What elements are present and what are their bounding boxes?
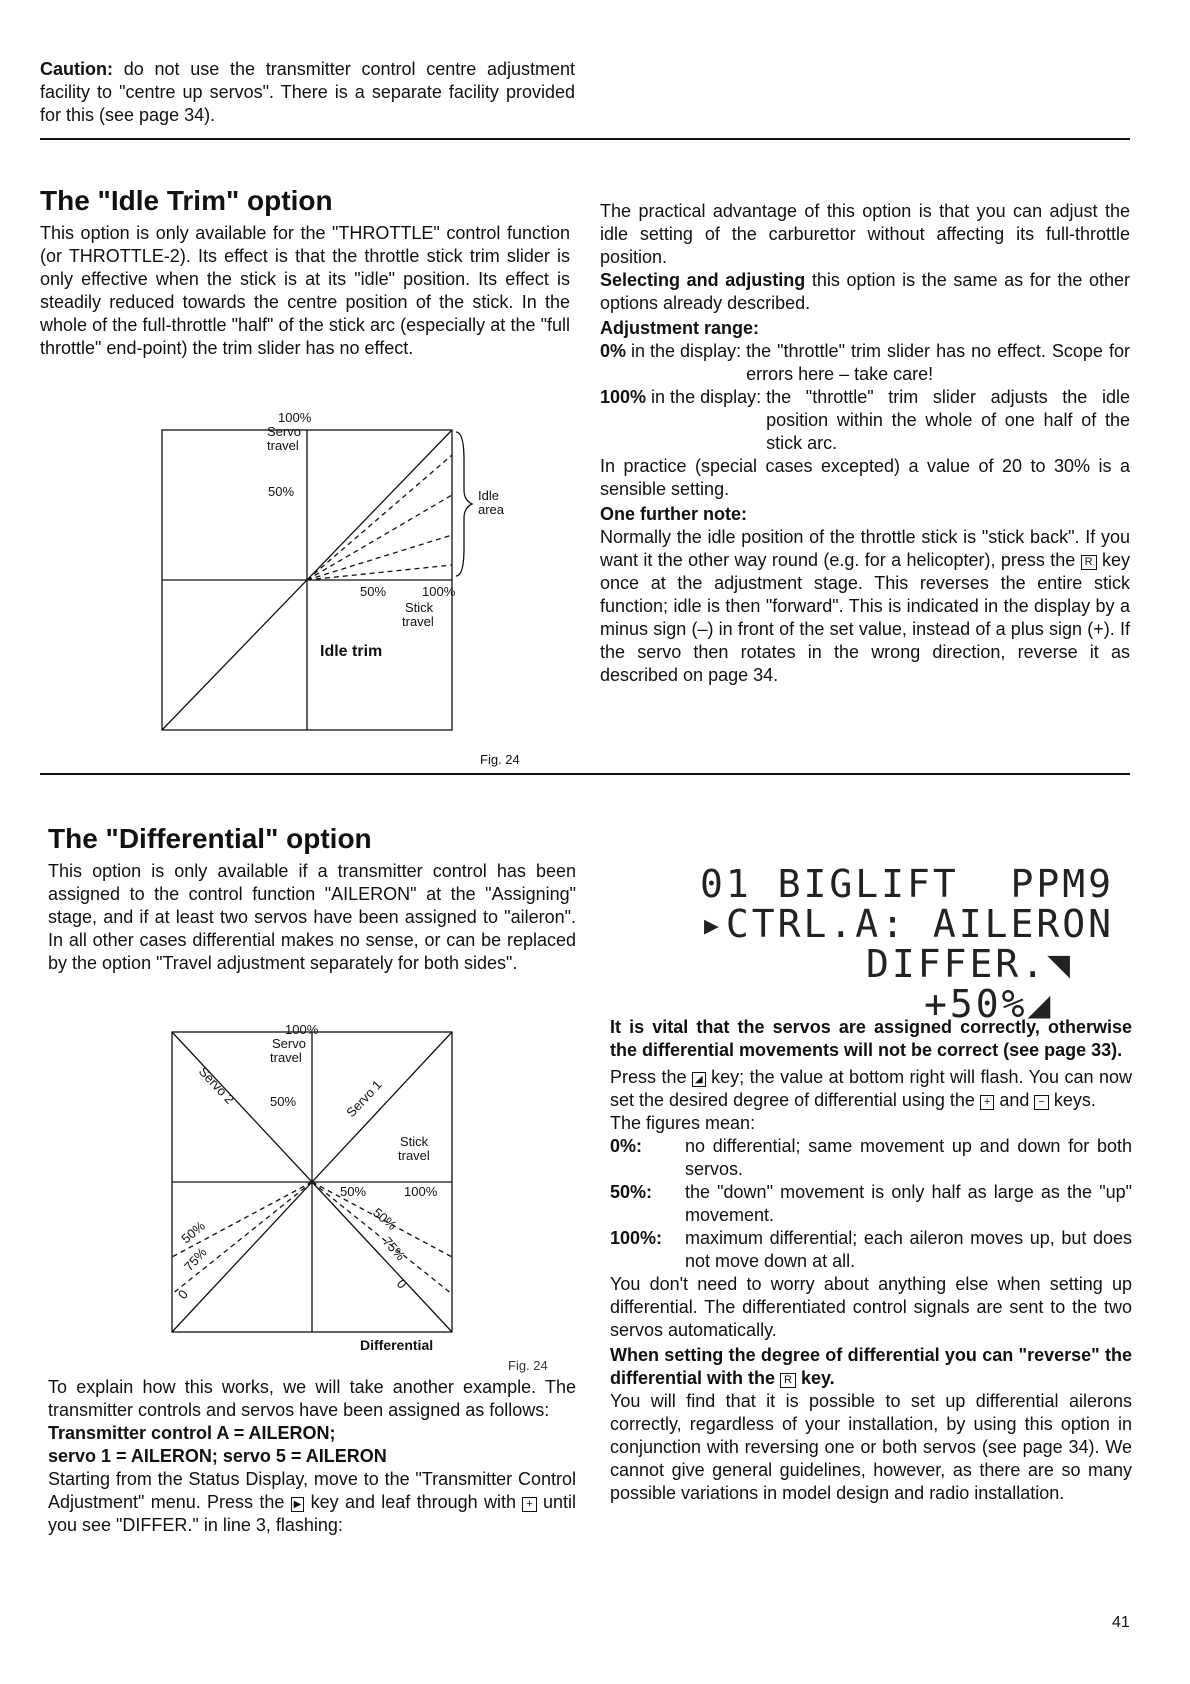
plus-key-icon: + [522, 1497, 536, 1512]
reverse-key-icon: R [1081, 555, 1097, 570]
adj-100-text: the "throttle" trim slider adjusts the idle position within the whole of one half of the stick arc. [766, 387, 1130, 453]
diff-fig-servo: Servo [272, 1036, 306, 1051]
idle-trim-line-2 [307, 495, 452, 580]
idle-fig-name: Idle trim [320, 643, 383, 660]
lcd-line-1: 01 BIGLIFT PPM9 [700, 862, 1115, 906]
idle-fig-servo: Servo [267, 424, 301, 439]
no-worry-text: You don't need to worry about anything else when setting up differential. The differentiated control signals are sent to the two servos automatically. [610, 1274, 1132, 1340]
idle-trim-title: The "Idle Trim" option [40, 185, 333, 216]
diff-left-50 [172, 1182, 312, 1257]
page-number: 41 [1112, 1614, 1130, 1631]
reverse-key-icon: R [780, 1373, 796, 1388]
adj-100-prefix: in the display: [646, 387, 767, 407]
assignment-line-2: servo 1 = AILERON; servo 5 = AILERON [48, 1446, 387, 1466]
adj-0-prefix: in the display: [626, 341, 747, 361]
idle-fig-idle: Idle [478, 488, 499, 503]
enter-key-icon: ▶ [291, 1497, 305, 1512]
diff-fig-servo1: Servo 1 [343, 1077, 385, 1121]
differential-left-bottom [48, 1376, 576, 1537]
steps-text-1: Starting from the Status Display, move to the "Transmitter Control Adjustment" menu. Press the [48, 1469, 576, 1512]
idle-practice: In practice (special cases excepted) a value of 20 to 30% is a sensible setting. [600, 456, 1130, 499]
press-text-4: keys. [1048, 1090, 1096, 1110]
press-text-1: Press the [610, 1067, 692, 1087]
idle-fig-stick: Stick [405, 600, 434, 615]
adj-0-label: 0% [600, 341, 627, 361]
adjustment-range-heading: Adjustment range: [600, 318, 760, 338]
differential-title: The "Differential" option [48, 823, 372, 854]
meaning-50-label: 50%: [610, 1182, 653, 1202]
idle-trim-right-column [600, 200, 1130, 687]
diff-fig-100: 100% [285, 1022, 319, 1037]
idle-fig-caption: Fig. 24 [480, 752, 520, 767]
adj-0-text: the "throttle" trim slider has no effect. Scope for errors here – take care! [746, 341, 1130, 384]
diff-fig-r0: 0 [393, 1276, 410, 1292]
diff-fig-stick: Stick [400, 1134, 429, 1149]
diff-fig-servo2: Servo 2 [195, 1063, 238, 1107]
further-note-heading: One further note: [600, 504, 747, 524]
lcd-line-3: DIFFER.◥ [866, 942, 1074, 986]
plus-key-icon: + [980, 1095, 994, 1110]
further-note-text-1: Normally the idle position of the throttle stick is "stick back". If you want it the other way round (e.g. for a helicopter), press the [600, 527, 1130, 570]
meaning-100-label: 100%: [610, 1228, 663, 1248]
differential-explain: To explain how this works, we will take another example. The transmitter controls and servos have been assigned as follows: [48, 1377, 576, 1420]
idle-area-brace [456, 432, 472, 576]
idle-fig-x50: 50% [360, 584, 387, 599]
diff-fig-50: 50% [270, 1094, 297, 1109]
idle-fig-x100: 100% [422, 584, 456, 599]
vital-note: It is vital that the servos are assigned correctly, otherwise the differential movements will not be correct (see page 33). [610, 1017, 1132, 1060]
idle-trim-line-1 [307, 455, 452, 580]
diff-fig-x50: 50% [340, 1184, 367, 1199]
lcd-line-2: ▸CTRL.A: AILERON [700, 902, 1115, 946]
minus-key-icon: − [1034, 1095, 1048, 1110]
idle-selecting-label: Selecting and adjusting [600, 270, 806, 290]
diff-fig-caption: Fig. 24 [508, 1358, 548, 1373]
diff-fig-l75: 75% [181, 1244, 210, 1275]
caution-note [40, 58, 575, 127]
press-text-2: key; the value at bottom right will flash. You can now set the desired degree of differential using the [610, 1067, 1132, 1110]
assignment-line-1: Transmitter control A = AILERON; [48, 1423, 336, 1443]
meaning-0-text: no differential; same movement up and down for both servos. [685, 1136, 1132, 1179]
idle-fig-50: 50% [268, 484, 295, 499]
differential-figure [160, 1020, 580, 1360]
further-note-text-2: key once at the adjustment stage. This reverses the entire stick function; idle is then "forward". This is indicated in the display by a minus sign (–) in front of the set value, instead of a plus sign (+). If the servo then rotates in the wrong direction, reverse it as described on page 34. [600, 550, 1131, 685]
idle-selecting-text: this option is the same as for the other options already described. [600, 270, 1130, 313]
diff-fig-r50: 50% [370, 1204, 400, 1234]
select-key-icon: ◢ [692, 1072, 706, 1087]
divider [40, 773, 1130, 775]
diff-fig-x100: 100% [404, 1184, 438, 1199]
diff-fig-l50: 50% [178, 1218, 208, 1247]
adj-100-label: 100% [600, 387, 647, 407]
press-text-3: and [994, 1090, 1035, 1110]
idle-trim-intro: This option is only available for the "THROTTLE" control function (or THROTTLE-2). Its effect is that the throttle stick trim slider is only effective when the stick is at its "idle" position. Its effect is steadily reduced towards the centre position of the stick. In the whole of the full-throttle "half" of the stick arc (especially at the "full throttle" end-point) the trim slider has no effect. [40, 223, 570, 358]
meaning-0-label: 0%: [610, 1136, 643, 1156]
steps-text-2: key and leaf through with [304, 1492, 523, 1512]
diff-fig-r75: 75% [379, 1233, 409, 1264]
diff-fig-travel: travel [270, 1050, 302, 1065]
differential-right-column [610, 1016, 1132, 1505]
differential-intro: This option is only available if a transmitter control has been assigned to the control function "AILERON" at the "Assigning" stage, and if at least two servos have been assigned to "aileron". In all other cases differential makes no sense, or can be replaced by the option "Travel adjustment separately for both sides". [48, 861, 576, 973]
idle-fig-100: 100% [278, 410, 312, 425]
idle-fig-stick-travel: travel [402, 614, 434, 629]
meaning-50-text: the "down" movement is only half as large as the "up" movement. [685, 1182, 1132, 1225]
reverse-text-1: When setting the degree of differential you can "reverse" the differential with the [610, 1345, 1132, 1388]
divider [40, 138, 1130, 140]
caution-text: do not use the transmitter control centre adjustment facility to "centre up servos". There is a separate facility provided for this (see page 34). [40, 59, 575, 125]
diff-fig-l0: 0 [174, 1286, 191, 1302]
idle-trim-line-4 [307, 565, 452, 580]
idle-trim-figure [150, 400, 580, 770]
idle-fig-travel: travel [267, 438, 299, 453]
idle-advantage: The practical advantage of this option is that you can adjust the idle setting of the carburettor without affecting its full-throttle position. [600, 201, 1130, 267]
diff-fig-stick-travel: travel [398, 1148, 430, 1163]
steps-text-3: until you see "DIFFER." in line 3, flashing: [48, 1492, 576, 1535]
lcd-line-4: +50%◢ [924, 982, 1054, 1026]
idle-fig-area: area [478, 502, 505, 517]
final-paragraph: You will find that it is possible to set up differential ailerons correctly, regardless of your installation, by using this option in conjunction with reversing one or both servos (see page 34). We cannot give general guidelines, however, as there are so many possible variations in model design and radio installation. [610, 1391, 1132, 1503]
reverse-text-2: key. [795, 1368, 835, 1388]
caution-label: Caution: [40, 59, 113, 79]
meaning-100-text: maximum differential; each aileron moves up, but does not move down at all. [685, 1228, 1132, 1271]
diff-fig-name: Differential [360, 1337, 434, 1353]
figures-mean: The figures mean: [610, 1113, 756, 1133]
